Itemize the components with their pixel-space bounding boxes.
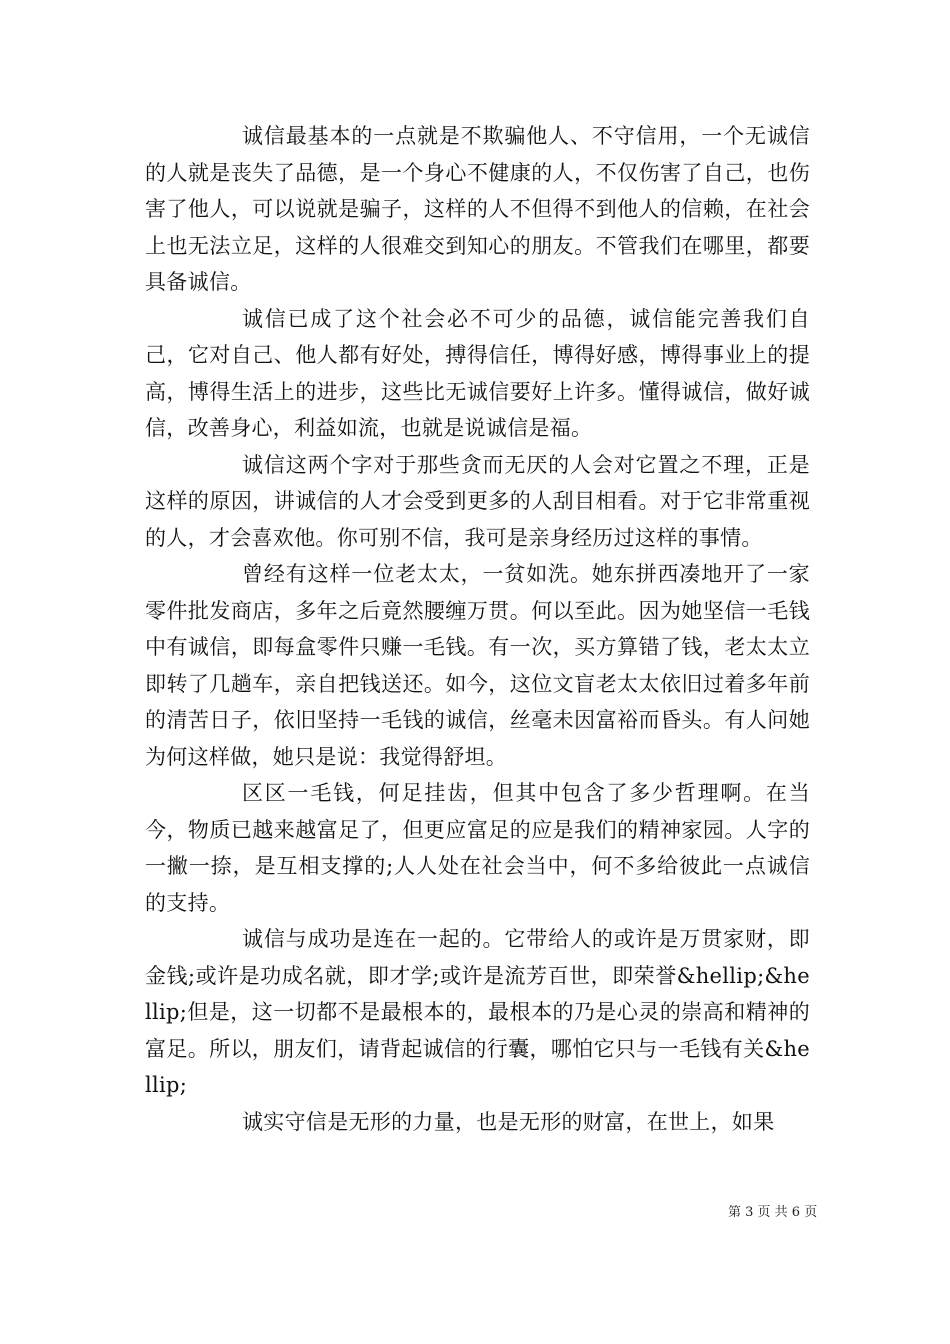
document-body (145, 118, 810, 1140)
paragraph-3: 诚信这两个字对于那些贪而无厌的人会对它置之不理，正是这样的原因，讲诚信的人才会受到更多的人刮目相看。对于它非常重视的人，才会喜欢他。你可别不信，我可是亲身经历过这样的事情。 (145, 452, 810, 550)
paragraph-1: 诚信最基本的一点就是不欺骗他人、不守信用，一个无诚信的人就是丧失了品德，是一个身心不健康的人，不仅伤害了自己，也伤害了他人，可以说就是骗子，这样的人不但得不到他人的信赖，在社会上也无法立足，这样的人很难交到知心的朋友。不管我们在哪里，都要具备诚信。 (145, 124, 810, 294)
paragraph-2: 诚信已成了这个社会必不可少的品德，诚信能完善我们自己，它对自己、他人都有好处，搏得信任，博得好感，博得事业上的提高，博得生活上的进步，这些比无诚信要好上许多。懂得诚信，做好诚信，改善身心，利益如流，也就是说诚信是福。 (145, 306, 810, 440)
paragraph-4: 曾经有这样一位老太太，一贫如洗。她东拼西凑地开了一家零件批发商店，多年之后竟然腰缠万贯。何以至此。因为她坚信一毛钱中有诚信，即每盒零件只赚一毛钱。有一次，买方算错了钱，老太太立即转了几趟车，亲自把钱送还。如今，这位文盲老太太依旧过着多年前的清苦日子，依旧坚持一毛钱的诚信，丝毫未因富裕而昏头。有人问她为何这样做，她只是说：我觉得舒坦。 (145, 562, 810, 769)
page-number-footer: 第 3 页 共 6 页 (728, 1205, 818, 1220)
paragraph-5: 区区一毛钱，何足挂齿，但其中包含了多少哲理啊。在当今，物质已越来越富足了，但更应富足的应是我们的精神家园。人字的一撇一捺，是互相支撑的;人人处在社会当中，何不多给彼此一点诚信的支持。 (145, 781, 810, 915)
paragraph-6: 诚信与成功是连在一起的。它带给人的或许是万贯家财，即金钱;或许是功成名就，即才学;或许是流芳百世，即荣誉&hellip;&hellip;但是，这一切都不是最根本的，最根本的乃是心灵的崇高和精神的富足。所以，朋友们，请背起诚信的行囊，哪怕它只与一毛钱有关&hellip; (145, 927, 810, 1097)
paragraph-7: 诚实守信是无形的力量，也是无形的财富，在世上，如果 (242, 1109, 775, 1134)
